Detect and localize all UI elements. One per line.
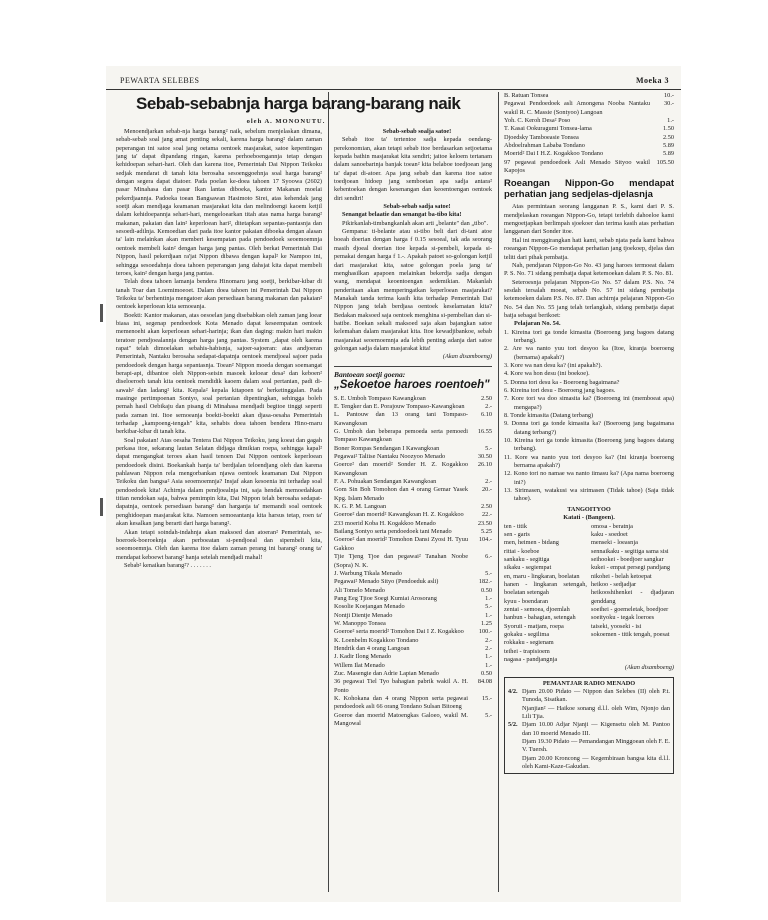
article-byline: oleh A. MONONUTU. [246, 118, 326, 125]
donation-amount: 5.- [485, 603, 492, 611]
vocabulary-entry: rittai - koeboe [504, 547, 540, 555]
donation-row [504, 125, 674, 133]
col3-paragraph: Nah, pendjaran Nippon-Go No. 43 jang haroes termoeat dalam P. S. No. 71 sidang pembatja dapat ketemoekan dalam P. S. No. 81. [504, 261, 674, 278]
donation-amount: 1.25 [480, 619, 492, 627]
donation-amount: 1.- [485, 653, 492, 661]
donation-amount: 84.08 [477, 678, 492, 686]
vocabulary-right [591, 523, 674, 665]
vocabulary-entry: heikoo - sedjadjar [591, 580, 637, 588]
donation-title: „Sekoetoe haroes roentoeh" [334, 378, 490, 391]
vocabulary-entry: menseki - loeasnja [591, 539, 638, 547]
vocabulary-entry: hanen - lingkaran setengah, boelatan setengah [504, 580, 587, 597]
donation-amount: 5.- [485, 711, 492, 719]
vocabulary-table [504, 523, 674, 665]
donation-amount: 1.- [485, 661, 492, 669]
donor-name: T. Kasai Ookuragumi Tonsea-lama [504, 125, 592, 133]
newspaper-page [106, 66, 681, 902]
radio-item [508, 688, 670, 705]
tangoityoo-subtitle: Katati - (Bangoen). [563, 514, 615, 522]
col1-paragraph: Akan tetapi soindah-indahnja akan maksoed dan atoeran² Pemerintah, se-boeroek-boeroeknja akan perboeatan si-pendjoeal dan sipembeli kita, soeomoemnja. Oleh dan karena itoe dalam zaman perang ini barang² orang ta' mendapat keboewt barang² hanja setelah mendjadi mahal! [116, 528, 322, 561]
vocabulary-entry: sikaku - segiempat [504, 564, 552, 572]
donation-row [334, 453, 492, 461]
donation-amount: 2.50 [480, 503, 492, 511]
donor-name: Yoh. C. Keroh Desa² Poso [504, 117, 571, 125]
donation-row [334, 595, 492, 603]
tangoityoo-title: TANGOITYOO [567, 505, 611, 513]
column-divider-1 [328, 92, 329, 892]
donor-name: J. Warbung Tikala Menado [334, 569, 402, 577]
donation-amount: 182.- [478, 578, 492, 586]
donation-row [334, 678, 492, 695]
donation-amount: 1.- [485, 611, 492, 619]
donor-name: Willem Ilat Menado [334, 661, 385, 669]
radio-program: Njanjian² — Haikoe sonang d.l.l. oleh Wim, Njonjo dan Lili Tjia. [522, 704, 670, 721]
donor-name: F. A. Pohuakan Sendangan Kawangkoan [334, 478, 437, 486]
donation-row [334, 645, 492, 653]
donation-row [334, 628, 492, 636]
lesson-list [504, 329, 674, 504]
col3-paragraph: Hal ini menggirangkan hati kami, sebab njata pada kami bahwa roeangan Nippon-Go mendapat perhatian jang tjoekoep, djelas dan teliti dari pihak pembatja. [504, 236, 674, 261]
vocabulary-entry: hanbun - bahagian, setengah [504, 614, 576, 622]
donation-row [334, 620, 492, 628]
donor-name: Goeroe² serta moerid² Tomohon Dai I Z. Kogakkoo [334, 628, 464, 636]
donation-amount: 0.50 [480, 669, 492, 677]
donor-name: Abdoelrahman Lababa Tondano [504, 142, 585, 150]
donor-name: Goeroe dan moerid Matoengkas Galoeo, wakil M. Mangowal [334, 711, 468, 728]
donation-amount: 2.- [485, 644, 492, 652]
radio-item [508, 738, 670, 755]
col3-paragraph: Seteroesnja pelajaran Nippon-Go No. 57 dalam P.S. No. 74 sesdah tersalah moeat, sebab No. 57 ini sidang pembatja ketemoeken dalam P.S. No. 87. Dan achirnja pelajaran Nippon-Go No. 54 dan No. 55 jang telah terlangkah, sidang pembatja dapat batja sebagai berikoet: [504, 278, 674, 319]
lesson-item: 13. Sirimasen, watakusi wa sirimasen (Tidak tahoe) (Saja tidak tahoe). [504, 487, 674, 503]
donor-name: K. G. P. M. Langoan [334, 503, 387, 511]
radio-item [508, 721, 670, 738]
radio-date [508, 755, 522, 772]
vocabulary-entry: teihei - trapisioem [504, 647, 550, 655]
column-divider-2 [498, 92, 499, 892]
donor-name: Pang Eeg Tjioe Soegi Kumiai Arosorang [334, 594, 437, 602]
radio-date: 5/2. [508, 721, 518, 729]
donation-amount: 6.10 [480, 411, 492, 419]
donation-amount: 5.- [485, 444, 492, 452]
donation-amount: 15.- [482, 695, 492, 702]
donation-amount: 1.- [485, 594, 492, 602]
lesson-item: 4. Kore wa hon desu (ini boekoe). [504, 370, 590, 378]
donation-amount: 104.- [478, 536, 492, 544]
donation-row [334, 395, 492, 403]
vocabulary-entry: soeityoku - tegak loeroes [591, 614, 655, 622]
binding-mark [100, 304, 103, 322]
vocabulary-entry: Syoruii - matjam, roepa [504, 622, 564, 630]
binding-mark [100, 498, 103, 516]
donor-name: E. Tengker dan E. Porajouw Tompaso-Kawangkoan [334, 402, 465, 410]
donation-row [334, 695, 492, 712]
column-2 [334, 128, 492, 894]
donation-row [334, 587, 492, 595]
donation-row [334, 411, 492, 428]
vocabulary-entry: seihookei - boedjoer sangkar [591, 555, 664, 563]
donor-name: W. Manoppo Tonsea [334, 619, 386, 627]
donation-amount: 1.- [667, 117, 674, 125]
article-headline: Sebab-sebabnja harga barang-barang naik [136, 94, 461, 113]
lesson-item: 7. Kore tori wa doo simasita ka? (Boeroeng ini (memboeat apa) mengapa?) [504, 395, 674, 411]
vocabulary-entry: nikohei - belah ketoepat [591, 572, 652, 580]
donation-row [334, 478, 492, 486]
donor-name: Ali Tomelo Menado [334, 586, 385, 594]
donor-name: J. Kadir Ilong Menado [334, 653, 392, 661]
donor-name: Nontji Dientje Menado [334, 611, 393, 619]
donor-name: Gom Sin Boh Tomohon dan 4 orang Gemar Yasek Kpg. Islam Menado [334, 486, 468, 502]
vocabulary-entry: kyuu - boendaran [504, 597, 549, 605]
col1-paragraph: Telah doea tahoen lamanja bendera Hinomaru jang soetji, berkibar-kibar di tanah Toar dan Loemimoeoet. Dalam doea tahoen ini Pemerintah Dai Nippon Teikoku ta' berhentinja mengatoer akan persediaan barang makanan dan pakaian² oentoek keperloean kita semoeanja. [116, 278, 322, 311]
donor-name: Pegawai² Taliise Nantaku Noozyoo Menado [334, 453, 446, 461]
lesson-item: 6. Kireina tori desu - Boeroeng jang bagoes. [504, 387, 616, 394]
col3-paragraph: Atas permintaan seorang langganan P. S., kami dari P. S. mendjelaskan roeangan Nippon-Go, tetapi terlebih dahoeloe kami mengoetjapkan berlimpah sjoekoer dan terima kasih atas perhatian langganan dari Sonder itoe. [504, 203, 674, 236]
donation-amount: 100.- [478, 628, 492, 636]
donation-amount: 2.50 [480, 394, 492, 402]
paper-name: PEWARTA SELEBES [120, 76, 200, 85]
col1-paragraph: Menoendjarkan sebab-nja harga barang² naik, sebelum menjelaskan dimana, sebab-sebab soal jang amat penting sekali, karena harga barang² dalam zaman peperangan ini satoe soal jang oetama oentoek masjarakat, satoe kepentingan jang ta' dapat dipandang ringan, karena perhoeboengannja tetap dengan kehidoepan sehari-hari. Oleh dan karena itoe, Pemerintah Dai Nippon Teikoku sedjak mendarat di tanah kita berosaha sesoenggoehnja soal harga barang² dengan segera dapat diatoer. Pada poelan ke-doea tahoen 17 Syoowa (2602) pasar Minahasa dan pasar Ikan lantas diboeka, kantor Makanan moelai pekerdjaannja. Padoeka toean Bangsawan Hasimoto Sirei, atas kehendak jang soetji akan mendjaga keamanan masjarakat kita dan melindoengi kaoem ketjil dalam kehidoepannja sehari-hari, mengeloearkan titah atas nama harga barang² makanan, pakaian dan lain² keperloean hari², ditetapkan sepantas-pantasnja dan sesoedi-adilnja. Kemoedian dari pada itoe kantor pakaian diboeka dengan alasan ta' lain melainkan akan memberi kesempatan pada pendoedoek seoemoemnja oentoek membeli kain² dengan harga jang pantas. Oleh berkat Pemerintah Dai Nippon, hasil pekerdjaan ra'jat Nippon dibawa dengan kapal² ke Nampoo ini, sehingga sesoedahnja doea tahoen peperangan jang dahsjat kita dapat membeli teroes, kain² dengan harga jang pantas. [116, 128, 322, 277]
vocabulary-entry: sokoemen - titik tengah, poesat [591, 630, 670, 638]
donor-name: K. Loenbelm Kogakkoo Tondano [334, 636, 419, 644]
donation-kicker: Bantoean soetji goena: [334, 366, 492, 379]
donation-list-continued [504, 92, 674, 175]
donor-name: 233 moerid Koba H. Kogakkoo Menado [334, 519, 436, 527]
radio-date [508, 738, 522, 755]
lesson-item: 10. Kireina tori ga tonde kimasita (Boeroeng jang bagoes datang terbang). [504, 437, 674, 453]
donation-amount: 26.10 [477, 461, 492, 469]
donation-row [334, 553, 492, 570]
radio-program: Djam 19.30 Pidato — Pemandangan Minggoean oleh F. E. V. Tuersh. [522, 738, 670, 754]
donor-name: B. Ratuan Tonsea [504, 92, 549, 99]
donation-row [334, 428, 492, 445]
header-rule [106, 89, 681, 90]
donation-row [334, 486, 492, 503]
lesson-item: 12. Kono tori no namae wa nanto iimasu ka? (Apa nama boeroeng ini?) [504, 470, 674, 486]
vocabulary-entry: taiseki, yooseki - isi [591, 622, 642, 630]
vocabulary-entry: soeihei - goemeletak, boedjoer [591, 605, 669, 613]
donation-row [334, 403, 492, 411]
donation-row [334, 536, 492, 553]
donation-row [334, 570, 492, 578]
lesson-item: 3. Kore wa nan desu ka? (ini apakah?). [504, 361, 603, 369]
donor-name: G. Umboh dan beberapa pemoeda serta pemoedi Tompaso Kawangkoan [334, 428, 468, 444]
donation-amount: 105.50 [656, 158, 674, 166]
radio-program: Djam 20.00 Kroncong — Kegembiraan bangsa kita d.l.l. oleh Kami-Kaze-Gakudan. [522, 754, 670, 771]
donation-amount: 2.- [485, 636, 492, 644]
donation-row [504, 92, 674, 100]
lesson-item: 9. Donna tori ga tonde kimasita ka? (Boeroeng jang bagaimana datang terbang?) [504, 420, 674, 436]
vocabulary-left [504, 523, 587, 665]
donation-row [504, 150, 674, 158]
radio-program: Djam 20.00 Pidato — Nippon dan Selebes (II) oleh P.t. Tunoda, Sisatkan. [522, 688, 670, 704]
donation-amount: 10.- [664, 92, 674, 99]
donation-amount: 22.- [482, 511, 492, 519]
col2-paragraph: Pikirkanlah-timbangkanlah akan arti „belante" dan „tibo". [342, 219, 489, 227]
donation-amount: 16.55 [477, 428, 492, 435]
donor-name: 97 pegawai pendoedoek Asli Menado Sityoo wakil Kapojos [504, 158, 650, 175]
lesson-item: 1. Kireina tori ga tonde kimasita (Boeroeng jang bagoes datang terbang). [504, 328, 674, 344]
donor-name: Hendrik dan 4 orang Langoan [334, 644, 410, 652]
donor-name: Zuc. Masengie dan Adrie Lapian Menado [334, 669, 439, 677]
donation-row [334, 528, 492, 536]
donor-name: Djoedsky Tamboeasie Tonsea [504, 133, 579, 141]
donation-amount: 20.- [482, 486, 492, 494]
donation-amount: 5.25 [480, 528, 492, 536]
vocabulary-entry: sankaku - segitiga [504, 555, 550, 563]
donation-row [334, 653, 492, 661]
donation-row [334, 670, 492, 678]
donor-name: Goerce² dan moerid² Sonder H. Z. Kogakkoo Kawangkoan [334, 461, 468, 477]
donation-amount: 30.- [664, 100, 674, 108]
radio-item [508, 755, 670, 772]
radio-schedule [508, 688, 670, 771]
lesson-item: 11. Kore wa nanto yuu tori desyoo ka? (Ini kiranja boeroeng bernama apakah?) [504, 453, 674, 470]
col2-subheading: Sebab-sebab sadja satoe! [383, 203, 451, 211]
donation-row [334, 712, 492, 729]
donation-amount: 5.89 [662, 142, 674, 150]
column-3 [504, 92, 674, 894]
donation-amount: 5.89 [662, 150, 674, 158]
donor-name: Bailang Sontyo serta pendoedoek tani Menado [334, 528, 452, 536]
vocabulary-entry: omosa - beratnja [591, 522, 633, 530]
donor-name: L. Pantouw dan 13 orang tani Tompaso-Kawangkoan [334, 411, 468, 427]
donor-name: 36 pegawai Tiel Tyo bahagian pabrik wakil A. H. Ponto [334, 678, 468, 694]
donation-list [334, 395, 492, 729]
column-1 [116, 128, 322, 894]
donation-amount: 0.50 [480, 586, 492, 594]
donation-row [334, 637, 492, 645]
vocabulary-entry: gokaku - segilima [504, 630, 550, 638]
donor-name: Kosolie Koejangan Menado [334, 603, 405, 611]
donation-row [334, 520, 492, 528]
vocabulary-entry: nagasa - pandjangnja [504, 656, 558, 663]
vocabulary-entry: sen - garis [504, 530, 530, 538]
radio-date [508, 705, 522, 722]
donation-row [334, 578, 492, 586]
lesson-item: 8. Tonde kimasita (Datang terbang) [504, 412, 594, 420]
radio-date: 4/2. [508, 688, 518, 696]
donation-row [334, 612, 492, 620]
lesson-item: 2. Are wa nanto yuu tori desyoo ka (Itoe, kiranja boeroeng (bernama) apakah?) [504, 345, 674, 361]
col2-bold-line: Senangat belaatie dan senangat ba-tibo kita! [342, 211, 462, 219]
radio-box [504, 677, 674, 775]
radio-title: PEMANTJAR RADIO MENADO [542, 679, 636, 687]
radio-program: Djam 10.00 Adjar Njanji — Kigensetu oleh M. Pantoo dan 10 moerid Menado III. [522, 721, 670, 737]
col2-subheading: Sebab-sebab soalja satoe! [382, 128, 452, 135]
donor-name: S. E. Umboh Tompaso Kawangkoan [334, 394, 426, 402]
donation-row [334, 445, 492, 453]
donation-amount: 1.50 [662, 125, 674, 133]
continued-note: (Akan disamboeng) [624, 664, 674, 672]
donor-name: Moerid² Dai I H.Z. Kogakkoo Tondano [504, 150, 604, 158]
lesson-item: 5. Donna tori desu ka - Boeroeng bagaimana? [504, 378, 620, 386]
lesson-title: Pelajaran No. 54. [514, 320, 561, 328]
col1-paragraph: Soal pakaian! Atas oesaha Tentera Dai Nippon Teikoku, jang koeat dan gagah perkasa itoe, sekarang lautan Selatan didjaga dimikian roepa, sehingga kapal² dapat mengangkat teroes akan hasil tenoen Dai Nippon oentoek keperloean pendoedoek disini. Boekankah hanja ta' berdjalan teloendjang oleh dan karena pahlawan Nippon rela mengorbankan njawa oentoek keamanan Dai Nippon Teikoku dan bangsa² Asia seoemoemnja? Insjaf akan kesoenia ini terhadap soal pendoedoek kita! Achirnja dalam pendjoealnja ini, saja hendak memoedahkan titian nendokan saja, bahwa pemimpin kita, Dai Nippon telah berosaha sedapat-dapatnja, oentoek persediaan barang² dan harganja ta' memandi soal oentoek penghidoepan masjarakat kita. Namoen semoeantanja kita harsus tetap, roen ta' akan kesalkan jang berarti dari harga barang². [116, 436, 322, 528]
vocabulary-entry: men, heimen - bidang [504, 539, 559, 547]
vocabulary-entry: kaku - soedoet [591, 530, 628, 538]
vocabulary-entry: sennaikaku - segitiga sama sisi [591, 547, 669, 555]
donor-name: K. Kohokana dan 4 orang Nippon serta pegawai pendoedoek asli 66 orang Tondano Sulsan Bitoeng [334, 695, 468, 711]
donation-row [504, 134, 674, 142]
donation-row [334, 461, 492, 478]
donation-row [504, 142, 674, 150]
donation-row [504, 159, 674, 176]
vocabulary-entry: ten - titik [504, 522, 528, 530]
donation-row [334, 511, 492, 519]
vocabulary-entry: kukei - empat persegi pandjang [591, 564, 671, 572]
donation-amount: 6.- [485, 553, 492, 561]
section-heading: Roeangan Nippon-Go mendapat perhatian jang sedjelas-djelasnja [504, 178, 674, 201]
donation-amount: 30.50 [477, 453, 492, 461]
radio-item [508, 705, 670, 722]
donation-amount: 2.50 [662, 133, 674, 141]
donation-amount: 23.50 [477, 519, 492, 527]
donor-name: Goeroe² dan moerid² Kawangkoan H. Z. Kogakkoo [334, 511, 464, 519]
vocabulary-entry: zentai - semoea, djoemlah [504, 605, 570, 613]
donor-name: Tjie Tjeng Tjoe dan pegawai² Tanahan Noobe (Sopra) N. K. [334, 553, 468, 569]
vocabulary-entry: en, maru - lingkaran, boelatan [504, 572, 580, 580]
col1-paragraph: Boekti: Kantor makanan, atas oesoelan jang disebabkan oleh zaman jang loear biasa ini, segenap pendoedoek Kota Menado dapat keseempatan oentoek memenoehi akan keperloean sehari-harinja; ikan dan daging: makin hari makin teratoer pendjoealannja dengan harga jang pantas. System „dapat oleh karena rapat" telah dimoelakan sebahis-habisnja, sajoer-sajoeran: atas andjoeran Pemerintah, Nantaku berosaha sedapat-dapatnja oentoek mendjoeal sajoer pada pendoedoek dengan harga sepantasnja. Toean² Nippon moeda dengan soemangat berapi-api, dibantoe oleh Nippon-seisin masoek keloear desa² dan keboen² diseloeroeh tanah kita oentoek mendidik kaoem dalam soal pertanian, padi di-sawah² dan ladang² kita. Kepala² kepala kitapoen ta' berketinggalan. Pada masinge pertimpoenan Sontyo, soal pertanian dipentingkan, sehingga boleh pemah hasil Oebikaju dan pisang di Minahasa mendjadi begitoe tinggi seperti pada zaman ini. Itoe semoeanja boekti-boekti akan djasa-oesaha Pemerintah terhadap „kampoeng-tengah" kita, sehabis doea tahoen bendera Hino-maru berkibar-kibar di tanah kita. [116, 311, 322, 436]
vocabulary-entry: rokkaku - segienam [504, 639, 554, 647]
donation-row [334, 662, 492, 670]
donor-name: Boner Rompas Sendangan I Kawangkoan [334, 444, 440, 452]
vocabulary-entry: heikooshihenkei - djadjaran genddang [591, 589, 674, 605]
donor-name: Pegawai Pendoedoek asli Amongena Nooba Nantaku wakil R. C. Massie (Sontyoo) Langoan [504, 100, 650, 116]
col1-paragraph: Sebab² kenaikan barang²? . . . . . . . [124, 561, 212, 569]
page-number: Moeka 3 [635, 76, 669, 85]
donation-row [504, 100, 674, 117]
donation-amount: 2.- [485, 402, 492, 410]
donation-row [504, 117, 674, 125]
donor-name: Pegawai² Menado Sityo (Pendoeduk asli) [334, 578, 439, 586]
donor-name: Goeroe² dan moerid² Tomohon Dansi Zyosi H. Tyuu Gakkoo [334, 536, 468, 552]
col2-paragraph: Gempana: ti-belante atau si-tibo beli dari di-tani atoe boeah doerian dengan harga f 0.15 sesoeal, tak ada seorang masih djoeal doerian itoe kepada si-pembeli, kepada si-pemakai dengan harga f 1.-. Apakah patoet so-golongan ketjil dari masjarakat kita, satoe golongan poela jang ta' menghasilkan apapoen melainkan bekerdja sadja dengan wang, mendapat keoentoengan sedemikian. Makanlah penderitaan akan memperingatkan keperloean masjarakat? Manakah tanda terima kasih kita terhadap Pemerintah Dai Nippon jang telah berdjasa oentoek keselamatan kita? Bedakan maksoed saja oentoek menghina si-pembelian dan si-batibe. Boekan sekali maksoed saja akan bajangkan satoe kelemahan dalam masjarakat kita. Itoe kewadjibankoe, sebab masjarakat seoemoemnja ada lebih penting adanja dari satoe golongan sadja dalam masjarakat kita! [334, 228, 492, 352]
donation-amount: 2.- [485, 478, 492, 486]
continued-note: (Akan disamboeng) [442, 353, 492, 361]
donation-row [334, 603, 492, 611]
donation-row [334, 503, 492, 511]
col2-paragraph: Sebab itoe ta' tertentoe sadja kepada oendang-perekonomian, akan tetapi sebab itoe berdasarkan setjoetama kepada bathin masjarakat kita sendiri; jaitoe keloem tertanam dalam sanoebarinja banjak toean² kita belaboe toedjoean jang ta' dapat di-atoer. Apa jang sebab dan karena itoe satoe toedjoean hidoep jang semboetan apa sadja antara² kebentoekan dengan kesenangan dan keoentoengan oentoek diri sendiri! [334, 136, 492, 202]
donation-amount: 5.- [485, 569, 492, 577]
